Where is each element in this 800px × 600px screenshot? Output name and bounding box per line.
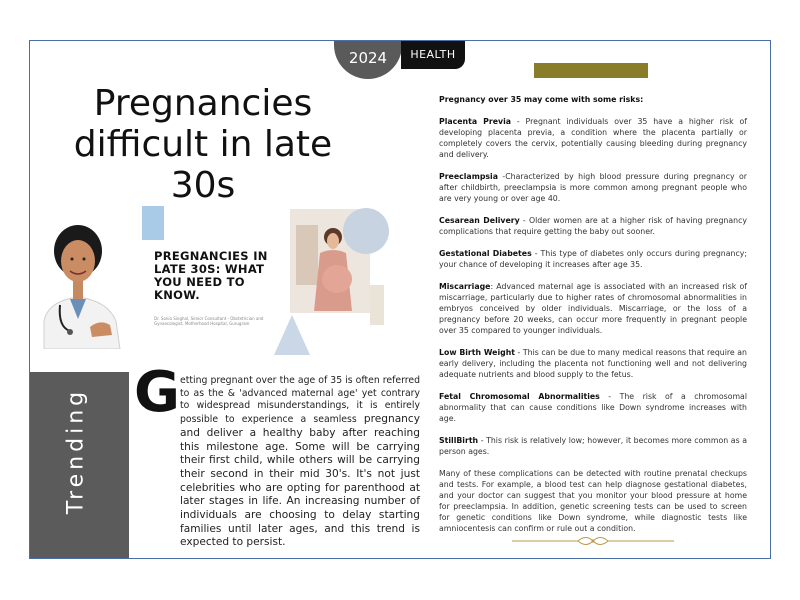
risk-item [439,391,747,424]
title-line-3: 30s [170,165,236,206]
trending-label: Trending [63,387,89,515]
risk-desc: - This can be due to many medical reasons that require an early delivery, including the placenta not functioning well and not delivering adequate nutrients and blood supply to the fetus. [439,348,747,379]
risk-item [439,435,747,457]
risk-term: Low Birth Weight [439,348,515,357]
risk-term: Gestational Diabetes [439,249,532,258]
drop-cap: G [134,360,180,425]
risk-item [439,281,747,336]
feature-credit: Dr. Sonia Singhal, Senior Consultant - Obstetrician and Gynaecologist, Motherhood Hospital, Gurugram [154,316,264,326]
risk-desc: - This risk is relatively low; however, it becomes more common as a person ages. [439,436,747,456]
doctor-portrait [30,209,126,349]
risk-term: StillBirth [439,436,479,445]
risk-term: Cesarean Delivery [439,216,520,225]
title-line-2: difficult in late [73,124,333,165]
accent-bar [534,63,648,78]
risk-desc: - This type of diabetes only occurs during pregnancy; your chance of developing it increases after age 35. [439,249,747,269]
risk-desc: - Pregnant individuals over 35 have a higher risk of developing placenta previa, a condition where the placenta partially or completely covers the cervix, potentially causing bleeding during pregnancy and delivery. [439,117,747,159]
risk-term: Fetal Chromosomal Abnormalities [439,392,600,401]
risk-item [439,215,747,237]
risk-term: Preeclampsia [439,172,498,181]
risk-desc: : Advanced maternal age is associated with an increased risk of miscarriage, particularly due to higher rates of chromosomal abnormalities in embryos conceived by older individuals. Miscarriage, or the loss of a pregnancy before 20 weeks, can occur more frequently in pregnant people over 35 compared to younger individuals. [439,282,747,335]
title-line-1: Pregnancies [93,83,313,124]
article-title [70,83,336,206]
risk-item [439,347,747,380]
risk-desc: - The risk of a chromosomal abnormality that can cause conditions like Down syndrome increases with age. [439,392,748,423]
risk-item [439,171,747,204]
risk-desc: - Older women are at a higher risk of having pregnancy complications that require getting the baby out sooner. [439,216,747,236]
magazine-spread [29,40,771,559]
intro-text-1: etting pregnant over the age of 35 is often referred to as the & 'advanced maternal age' yet contrary to widespread misunderstandings, it is entirely possible to experience a seamless [180,375,420,426]
closing-paragraph: Many of these complications can be detected with routine prenatal checkups and tests. For example, a blood test can help diagnose gestational diabetes, and your doctor can suggest that you monitor your blood pressure at home for preeclampsia. In addition, genetic screening tests can be used to screen for genetic conditions like Down syndrome, while diagnostic tests like amniocentesis can confirm or rule out a condition. [439,469,747,533]
risks-column [439,94,747,545]
risk-term: Placenta Previa [439,117,512,126]
intro-paragraph [180,375,420,550]
risk-term: Miscarriage [439,282,491,291]
feature-title: PREGNANCIES IN LATE 30S: WHAT YOU NEED TO KNOW. [154,249,268,302]
risks-heading: Pregnancy over 35 may come with some risks: [439,95,644,104]
section-tag: HEALTH [401,41,465,69]
flourish-ornament-icon [508,534,678,548]
risk-desc: -Characterized by high blood pressure during pregnancy or after childbirth, preeclampsia is more common among pregnant people who are very young or over age 40. [439,172,747,203]
intro-text-2: pregnancy and deliver a healthy baby after reaching this milestone age. Some will be carrying their first child, while others will be carrying their second in their mid 30's. It's not just celebrities who are opting for parenthood at later stages in life. An increasing number of individuals are choosing to delay starting families until later ages, and this trend is expected to persist. [180,413,420,549]
year-badge: 2024 [334,41,402,79]
risk-item [439,248,747,270]
risk-item [439,116,747,160]
